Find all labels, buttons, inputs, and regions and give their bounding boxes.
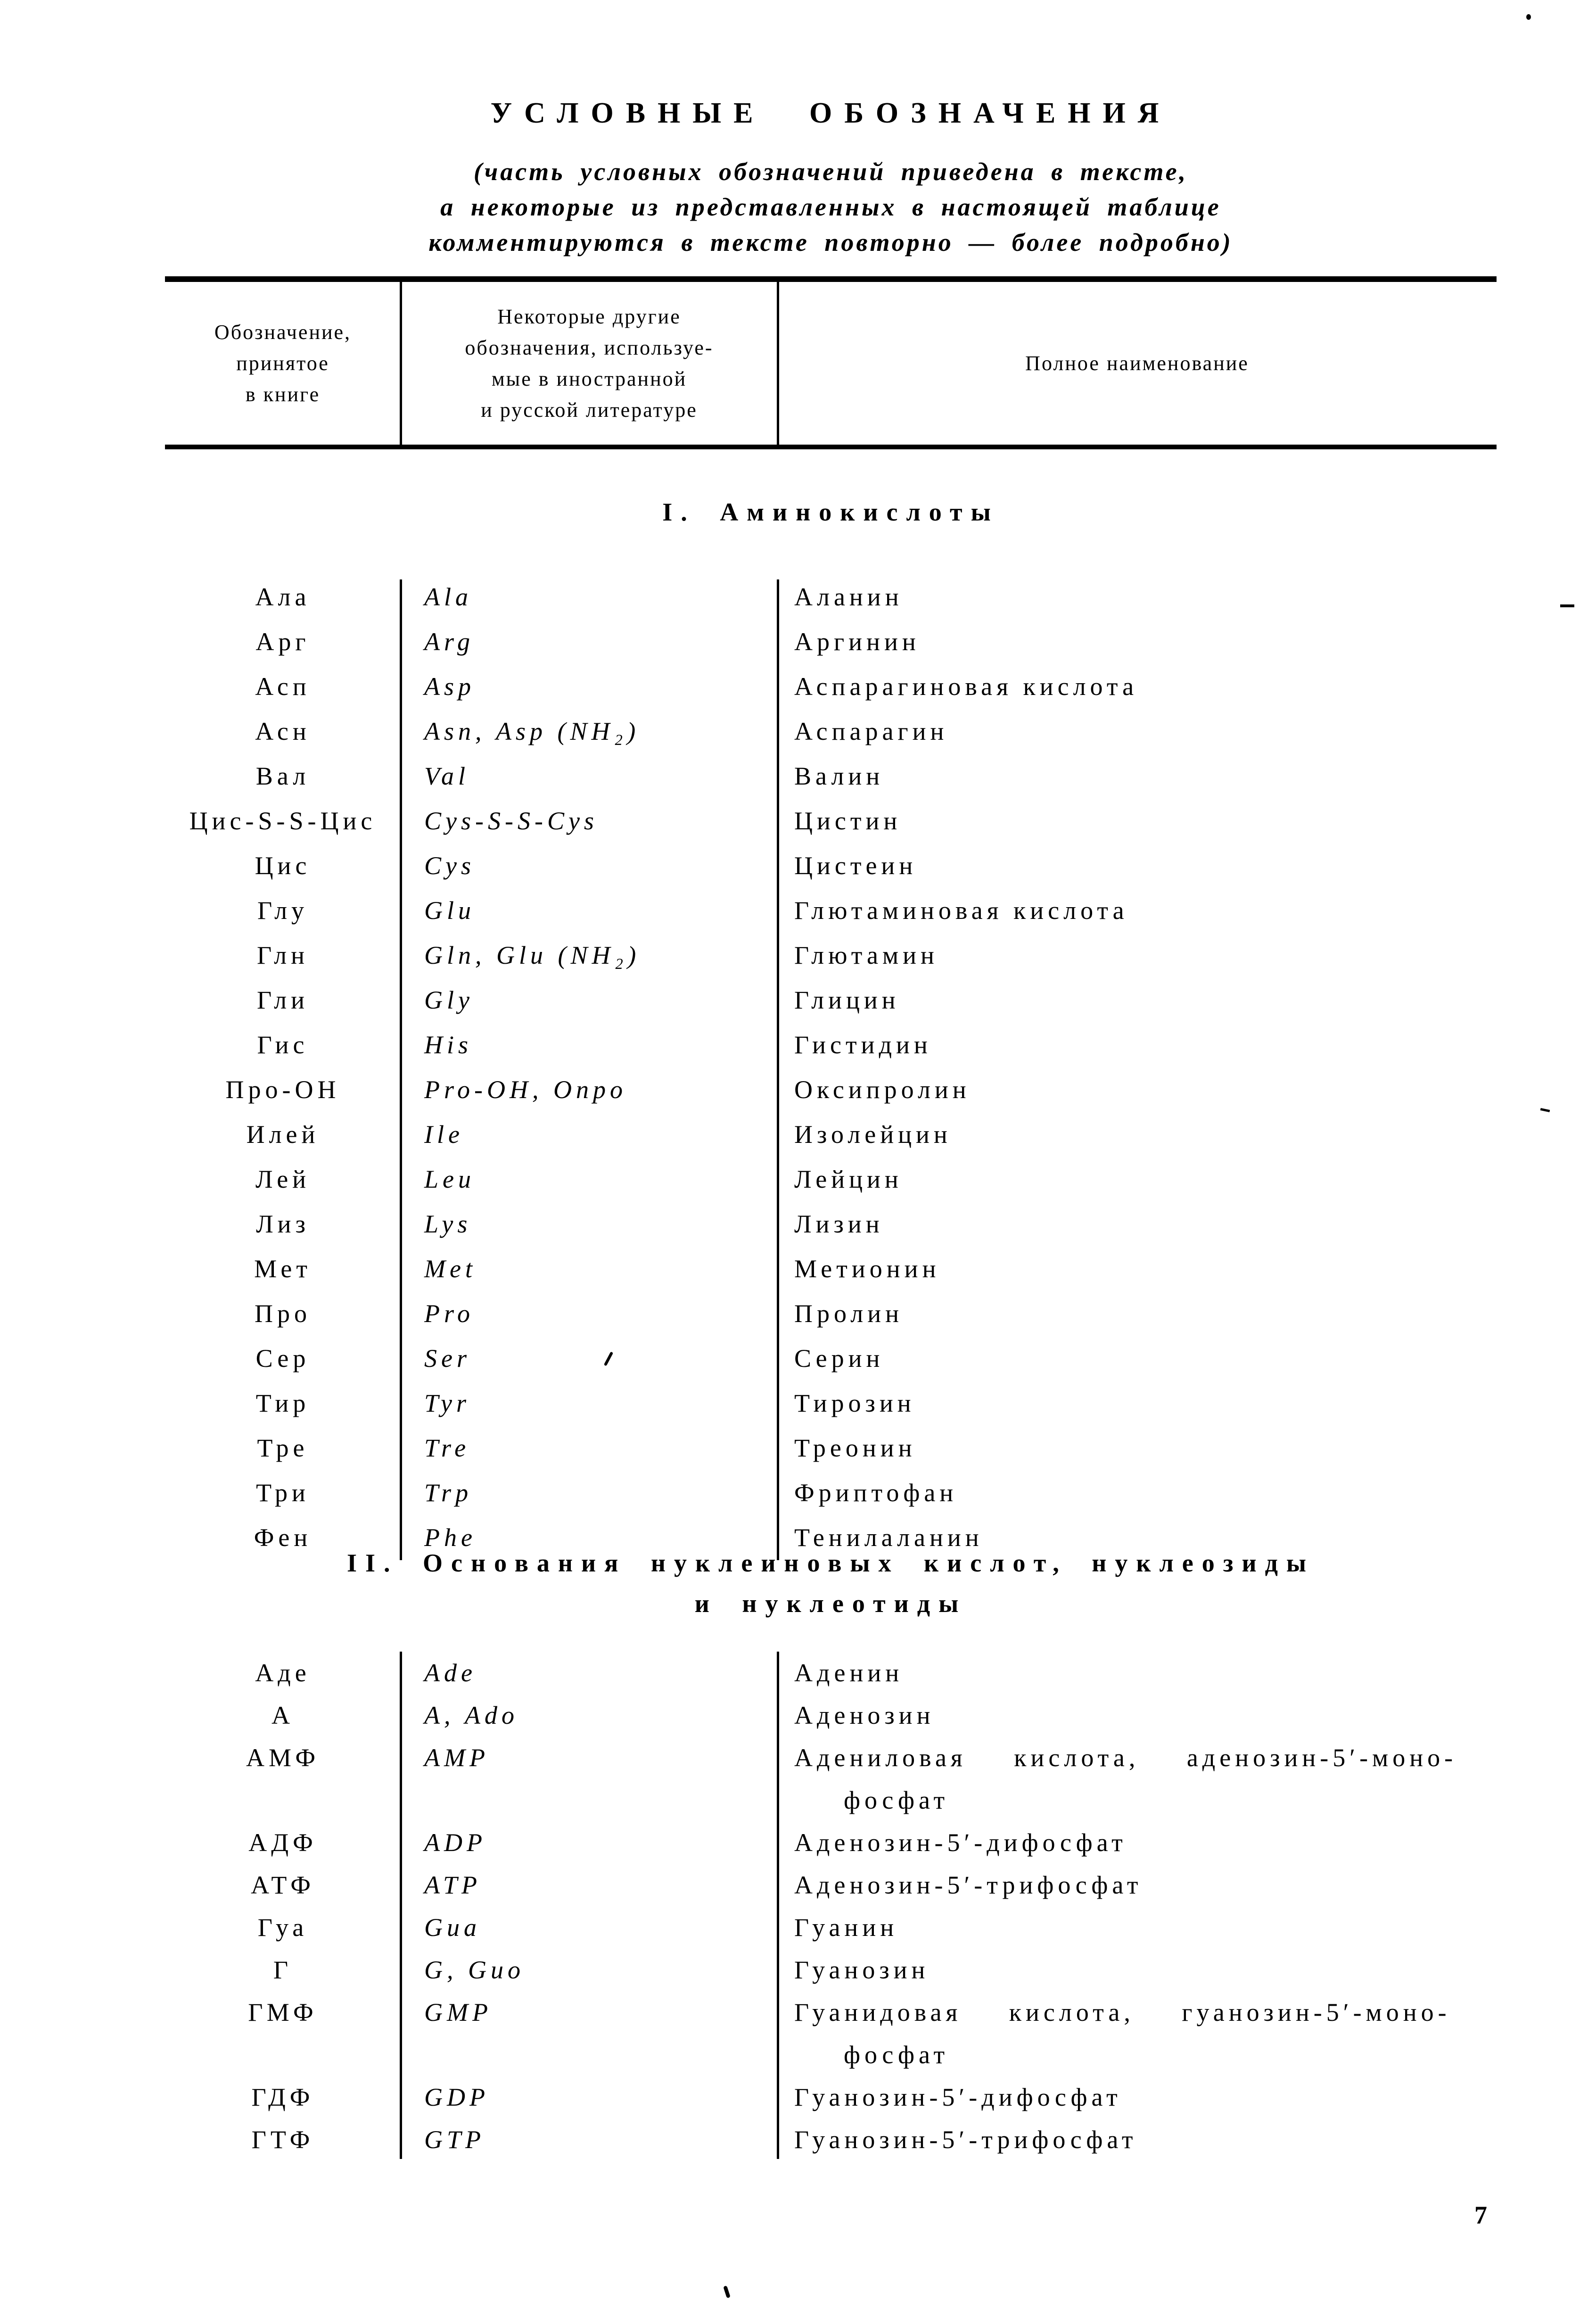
full-name-line: Оксипролин	[794, 1075, 971, 1104]
cell-full-name	[778, 709, 1497, 754]
cell-full-name	[778, 1023, 1497, 1067]
cell-full-name	[778, 1906, 1497, 1949]
page-title: УСЛОВНЫЕ ОБОЗНАЧЕНИЯ	[490, 97, 1171, 129]
full-name-line: Серин	[794, 1344, 884, 1372]
cell-full-name	[778, 888, 1497, 933]
cell-full-name	[778, 1694, 1497, 1736]
cell-symbol-other: Lys	[424, 1210, 472, 1238]
header-line: в книге	[245, 382, 321, 406]
cell-symbol-other: His	[424, 1031, 473, 1059]
cell-symbol-other: Cys	[424, 852, 475, 880]
table-row	[165, 843, 1497, 888]
cell-full-name	[778, 1381, 1497, 1426]
full-name-line: Цистеин	[794, 852, 917, 880]
table-row	[165, 2076, 1497, 2118]
cell-symbol-book: Тир	[255, 1389, 310, 1417]
cell-symbol-book: Про	[255, 1299, 311, 1328]
table-row	[165, 1426, 1497, 1471]
header-line: принятое	[236, 351, 329, 375]
header-col-symbol-book	[165, 282, 401, 445]
table-header	[165, 276, 1497, 449]
full-name-line: Изолейцин	[794, 1120, 952, 1149]
cell-symbol-other: Gly	[424, 986, 474, 1014]
table-row	[165, 888, 1497, 933]
cell-symbol-book: ГДФ	[251, 2083, 314, 2111]
cell-full-name	[778, 1067, 1497, 1112]
cell-symbol-book: АДФ	[248, 1828, 317, 1857]
cell-full-name	[778, 664, 1497, 709]
cell-symbol-other: Ala	[424, 583, 472, 611]
cell-symbol-other: Asp	[424, 672, 475, 701]
column-rule	[400, 282, 402, 445]
scan-artifact-dot	[1526, 14, 1531, 20]
cell-symbol-book: АМФ	[246, 1744, 320, 1772]
full-name-line: Гуанозин-5′-трифосфат	[794, 2125, 1137, 2154]
full-name-line: Цистин	[794, 807, 902, 835]
cell-symbol-other: Ade	[424, 1659, 477, 1687]
cell-full-name	[778, 799, 1497, 843]
cell-symbol-book: Гуа	[257, 1913, 308, 1942]
full-name-line: Глицин	[794, 986, 900, 1014]
table-row	[165, 754, 1497, 799]
cell-symbol-book: Асн	[255, 717, 311, 745]
cell-symbol-book: Лиз	[256, 1210, 310, 1238]
nucleotides-rows	[165, 1652, 1497, 2161]
table-row	[165, 1202, 1497, 1247]
cell-symbol-book: Мет	[254, 1255, 312, 1283]
column-rule	[777, 282, 779, 445]
subtitle-line: а некоторые из представленных в настоящей таблице	[440, 193, 1221, 221]
full-name-line: Тенилаланин	[794, 1523, 983, 1552]
cell-full-name	[778, 620, 1497, 664]
full-name-line: Лизин	[794, 1210, 884, 1238]
table-row	[165, 978, 1497, 1023]
cell-symbol-other: Gln, Glu (NH₂)	[424, 941, 641, 969]
cell-symbol-book: Глу	[257, 896, 309, 925]
cell-symbol-book: Сер	[255, 1344, 310, 1372]
full-name-line: фосфат	[844, 1786, 949, 1814]
full-name-line: Аденозин-5′-дифосфат	[794, 1828, 1127, 1857]
full-name-line: Лейцин	[794, 1165, 903, 1193]
full-name-line: Валин	[794, 762, 884, 790]
full-name-line: Аспарагин	[794, 717, 948, 745]
table-row	[165, 1652, 1497, 1694]
scan-artifact-comma	[723, 2285, 731, 2298]
cell-full-name	[778, 1821, 1497, 1864]
cell-symbol-book: Цис	[255, 852, 311, 880]
full-name-line: Гуанозин-5′-дифосфат	[794, 2083, 1122, 2111]
table-row	[165, 2118, 1497, 2161]
full-name-line: Глютаминовая кислота	[794, 896, 1128, 925]
cell-symbol-other: Val	[424, 762, 470, 790]
section-heading-line: II. Основания нуклеиновых кислот, нуклеозиды	[346, 1549, 1315, 1577]
full-name-line: Гуанозин	[794, 1956, 930, 1984]
cell-symbol-book: ГМФ	[248, 1998, 318, 2026]
full-name-line: Аланин	[794, 583, 903, 611]
cell-symbol-book: Про-ОН	[225, 1075, 340, 1104]
cell-symbol-other: GMP	[424, 1998, 492, 2026]
full-name-line: Треонин	[794, 1434, 916, 1462]
table-row	[165, 664, 1497, 709]
cell-full-name	[778, 1471, 1497, 1515]
header-line: обозначения, используе-	[465, 336, 714, 359]
cell-symbol-other: Ile	[424, 1120, 464, 1149]
table-row	[165, 1157, 1497, 1202]
column-rule	[777, 1652, 779, 2159]
table-row	[165, 1471, 1497, 1515]
table-row	[165, 1864, 1497, 1906]
cell-full-name	[778, 1112, 1497, 1157]
header-col-symbol-other	[401, 282, 778, 445]
cell-symbol-other: Gua	[424, 1913, 481, 1942]
table-row	[165, 1906, 1497, 1949]
amino-acids-rows	[165, 575, 1497, 1560]
cell-symbol-other: A, Ado	[424, 1701, 518, 1729]
header-col-full-name	[778, 282, 1497, 445]
subtitle	[132, 154, 1530, 260]
section-heading-line: и нуклеотиды	[694, 1589, 967, 1618]
section-heading-line: I. Аминокислоты	[662, 498, 999, 526]
cell-full-name	[778, 1247, 1497, 1291]
column-rule	[400, 579, 402, 1560]
table-row	[165, 1023, 1497, 1067]
cell-symbol-book: Гли	[256, 986, 309, 1014]
cell-symbol-other: Ser	[424, 1344, 471, 1372]
cell-symbol-book: АТФ	[251, 1871, 315, 1899]
table-row	[165, 799, 1497, 843]
cell-symbol-other: ATP	[424, 1871, 481, 1899]
full-name-line: Аденозин	[794, 1701, 935, 1729]
table-row	[165, 933, 1497, 978]
full-name-line: Аденозин-5′-трифосфат	[794, 1871, 1143, 1899]
table-row	[165, 1821, 1497, 1864]
table-row	[165, 1067, 1497, 1112]
full-name-line: Гистидин	[794, 1031, 932, 1059]
table-row	[165, 1694, 1497, 1736]
cell-full-name	[778, 1652, 1497, 1694]
full-name-line: Глютамин	[794, 941, 938, 969]
full-name-line: Аденин	[794, 1659, 904, 1687]
cell-symbol-book: Тре	[257, 1434, 309, 1462]
cell-full-name	[778, 1291, 1497, 1336]
table-row	[165, 1381, 1497, 1426]
cell-full-name	[778, 1157, 1497, 1202]
cell-symbol-book: Гис	[257, 1031, 309, 1059]
full-name-line: Аргинин	[794, 628, 920, 656]
cell-symbol-book: ГТФ	[251, 2125, 314, 2154]
full-name-line: Пролин	[794, 1299, 904, 1328]
cell-symbol-other: Leu	[424, 1165, 475, 1193]
cell-symbol-book: Аде	[255, 1659, 311, 1687]
table-row	[165, 1291, 1497, 1336]
cell-symbol-book: Лей	[255, 1165, 311, 1193]
table-row	[165, 575, 1497, 620]
cell-full-name	[778, 1736, 1497, 1821]
table-row	[165, 1112, 1497, 1157]
cell-full-name	[778, 2076, 1497, 2118]
cell-symbol-other: Phe	[424, 1523, 477, 1552]
cell-symbol-other: GTP	[424, 2125, 485, 2154]
cell-full-name	[778, 1864, 1497, 1906]
header-line: мые в иностранной	[491, 367, 687, 390]
subtitle-line: комментируются в тексте повторно — более подробно)	[428, 228, 1233, 256]
cell-symbol-other: GDP	[424, 2083, 489, 2111]
full-name-line: Метионин	[794, 1255, 940, 1283]
cell-full-name	[778, 1426, 1497, 1471]
cell-full-name	[778, 1202, 1497, 1247]
header-line: Полное наименование	[1025, 351, 1249, 375]
cell-symbol-book: Ала	[255, 583, 311, 611]
cell-symbol-other: Cys-S-S-Cys	[424, 807, 598, 835]
full-name-line: Гуанидовая кислота, гуанозин-5′-моно-	[794, 1998, 1451, 2026]
cell-symbol-book: Фен	[254, 1523, 312, 1552]
table-row	[165, 1991, 1497, 2076]
cell-full-name	[778, 2118, 1497, 2161]
full-name-line: фосфат	[844, 2041, 949, 2069]
cell-symbol-book: Вал	[255, 762, 310, 790]
cell-symbol-other: Pro-ОН, Опро	[424, 1075, 627, 1104]
column-rule	[400, 1652, 402, 2159]
cell-symbol-other: Glu	[424, 896, 475, 925]
full-name-line: Адениловая кислота, аденозин-5′-моно-	[794, 1744, 1457, 1772]
cell-symbol-other: Tre	[424, 1434, 470, 1462]
cell-symbol-other: AMP	[424, 1744, 489, 1772]
cell-symbol-other: Met	[424, 1255, 477, 1283]
column-rule	[777, 579, 779, 1560]
table-row	[165, 1247, 1497, 1291]
scan-artifact-dash	[1560, 604, 1574, 607]
cell-symbol-book: Три	[256, 1479, 310, 1507]
cell-symbol-book: А	[271, 1701, 294, 1729]
table-row	[165, 1949, 1497, 1991]
full-name-line: Фриптофан	[794, 1479, 958, 1507]
cell-symbol-other: Arg	[424, 628, 474, 656]
cell-symbol-other: Trp	[424, 1479, 473, 1507]
cell-symbol-book: Г	[273, 1956, 293, 1984]
cell-symbol-other: ADP	[424, 1828, 486, 1857]
cell-full-name	[778, 1336, 1497, 1381]
cell-symbol-other: Tyr	[424, 1389, 471, 1417]
cell-full-name	[778, 575, 1497, 620]
cell-full-name	[778, 978, 1497, 1023]
cell-symbol-book: Арг	[255, 628, 310, 656]
cell-symbol-book: Илей	[246, 1120, 320, 1149]
cell-full-name	[778, 1991, 1497, 2076]
header-line: Обозначение,	[214, 320, 352, 344]
section-heading-nucleotides	[132, 1543, 1530, 1624]
page-number: 7	[1474, 2201, 1487, 2229]
cell-symbol-other: Asn, Asp (NH₂)	[424, 717, 640, 745]
header-line: Некоторые другие	[497, 305, 681, 328]
cell-symbol-book: Асп	[255, 672, 311, 701]
header-line: и русской литературе	[481, 398, 698, 422]
cell-symbol-book: Цис-S-S-Цис	[189, 807, 377, 835]
full-name-line: Гуанин	[794, 1913, 898, 1942]
table-row	[165, 709, 1497, 754]
cell-full-name	[778, 933, 1497, 978]
cell-symbol-other: Pro	[424, 1299, 474, 1328]
table-row	[165, 1336, 1497, 1381]
full-name-line: Аспарагиновая кислота	[794, 672, 1138, 701]
scan-artifact-dash	[1540, 1108, 1550, 1112]
cell-full-name	[778, 843, 1497, 888]
cell-symbol-book: Глн	[256, 941, 309, 969]
cell-full-name	[778, 754, 1497, 799]
cell-symbol-other: G, Guo	[424, 1956, 525, 1984]
full-name-line: Тирозин	[794, 1389, 915, 1417]
cell-full-name	[778, 1949, 1497, 1991]
subtitle-line: (часть условных обозначений приведена в тексте,	[473, 157, 1188, 186]
table-row	[165, 620, 1497, 664]
section-heading-amino-acids	[132, 492, 1530, 532]
table-row	[165, 1736, 1497, 1821]
